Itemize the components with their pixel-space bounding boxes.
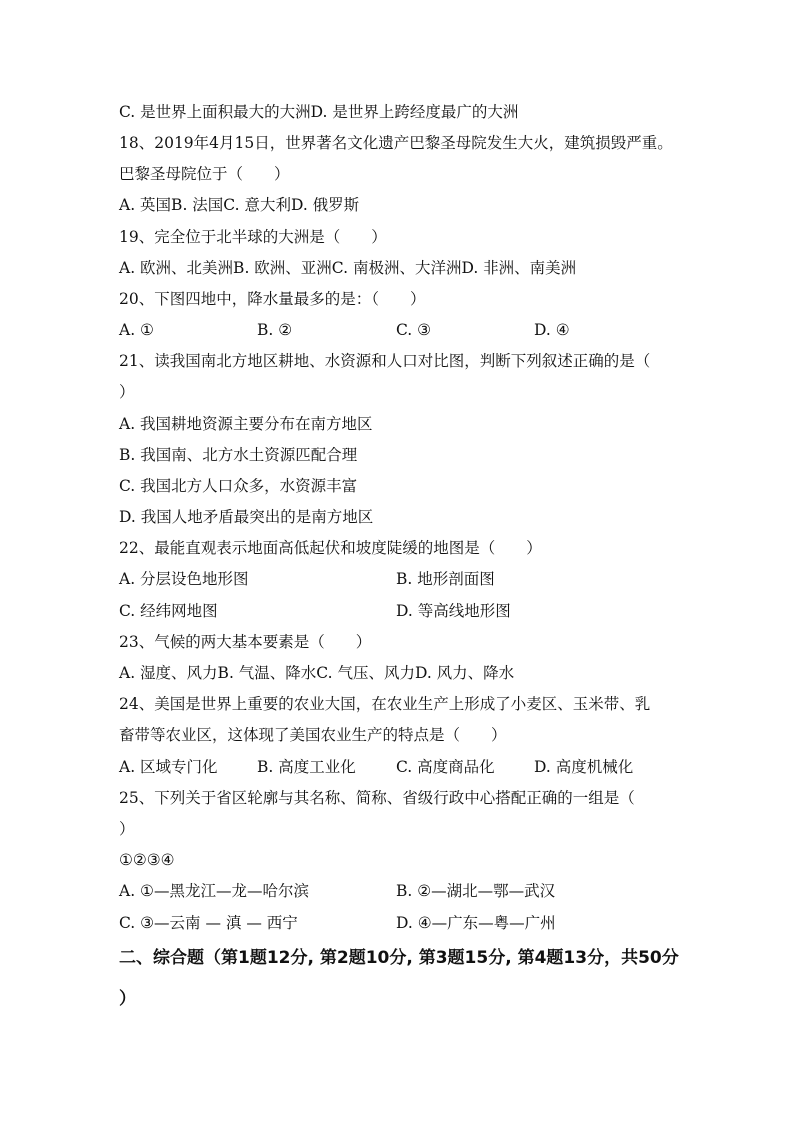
q20-option-d: D. ④ [534,321,570,339]
q21-option-d: D. 我国人地矛盾最突出的是南方地区 [119,508,374,526]
q21-stem-line1: 21、读我国南北方地区耕地、水资源和人口对比图，判断下列叙述正确的是（ [119,352,651,370]
q22-option-b: B. 地形剖面图 [396,570,495,588]
q20-option-b: B. ② [257,321,293,339]
q25-option-a: A. ①—黑龙江—龙—哈尔滨 [119,882,309,900]
q20-option-c: C. ③ [396,321,432,339]
q18-options: A. 英国B. 法国C. 意大利D. 俄罗斯 [119,196,360,214]
q22-option-c: C. 经纬网地图 [119,602,218,620]
q19-options: A. 欧洲、北美洲B. 欧洲、亚洲C. 南极洲、大洋洲D. 非洲、南美洲 [119,259,577,277]
section-heading-line2: ） [119,989,136,1009]
q24-option-b: B. 高度工业化 [257,758,356,776]
q24-stem-line1: 24、美国是世界上重要的农业大国，在农业生产上形成了小麦区、玉米带、乳 [119,695,651,713]
q22-option-a: A. 分层设色地形图 [119,570,249,588]
q19-stem: 19、完全位于北半球的大洲是（ ） [119,228,387,246]
q21-option-c: C. 我国北方人口众多，水资源丰富 [119,477,358,495]
section-heading-line1: 二、综合题（第1题12分, 第2题10分, 第3题15分, 第4题13分，共50分 [119,948,679,968]
q25-option-d: D. ④—广东—粤—广州 [396,914,556,932]
q22-option-d: D. 等高线地形图 [396,602,511,620]
q17-options-cd: C. 是世界上面积最大的大洲D. 是世界上跨经度最广的大洲 [119,103,519,121]
q23-stem: 23、气候的两大基本要素是（ ） [119,633,372,651]
q20-option-a: A. ① [119,321,154,339]
q24-option-c: C. 高度商品化 [396,758,495,776]
q25-figure-labels: ①②③④ [119,851,175,869]
q25-option-c: C. ③—云南 — 滇 — 西宁 [119,914,298,932]
q21-option-b: B. 我国南、北方水土资源匹配合理 [119,446,358,464]
q24-option-d: D. 高度机械化 [534,758,634,776]
q21-stem-line2: ） [119,383,135,401]
q21-option-a: A. 我国耕地资源主要分布在南方地区 [119,415,373,433]
q22-stem: 22、最能直观表示地面高低起伏和坡度陡缓的地图是（ ） [119,539,542,557]
q25-option-b: B. ②—湖北—鄂—武汉 [396,882,556,900]
q24-option-a: A. 区域专门化 [119,758,218,776]
q20-stem: 20、下图四地中，降水量最多的是：（ ） [119,290,426,308]
q24-stem-line2: 畜带等农业区，这体现了美国农业生产的特点是（ ） [119,726,507,744]
q23-options: A. 湿度、风力B. 气温、降水C. 气压、风力D. 风力、降水 [119,664,515,682]
q18-stem-line2: 巴黎圣母院位于（ ） [119,165,290,183]
q25-stem-line2: ） [119,820,135,838]
q18-stem-line1: 18、2019年4月15日，世界著名文化遗产巴黎圣母院发生大火，建筑损毁严重。 [119,134,673,152]
q25-stem-line1: 25、下列关于省区轮廓与其名称、简称、省级行政中心搭配正确的一组是（ [119,789,635,807]
